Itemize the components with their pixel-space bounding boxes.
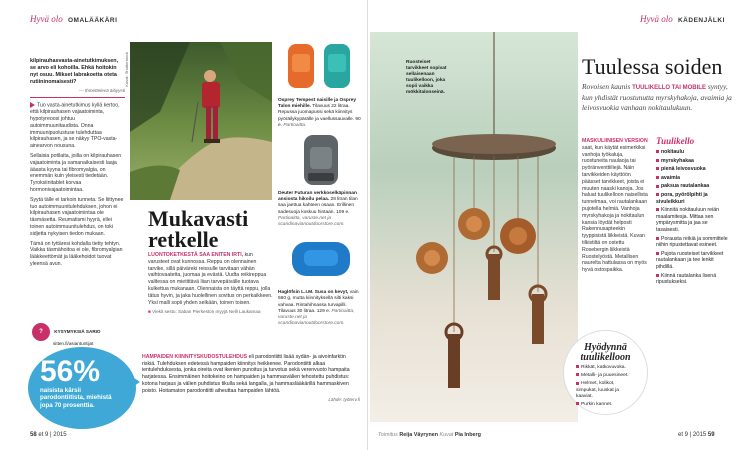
instruction-step: Porausta reikiä ja sommittele niihin ripustettavat esineet.	[656, 235, 728, 249]
qa-answer-1: Tuo vasta-ainetutkimus kyllä kertoo, että kilpirauhasen vajaatoiminta, hypotyreoosi johtuu autoimmuunitaudista. Onna immuunipuolustuse tulehduttaa kilpirauhasen, ja se näkyy TPO-vasta-ainearvon nousuna.	[30, 102, 120, 150]
backpack-column	[278, 40, 364, 327]
author-credit: Toimitus Reija Väyrynen Kuvat Pia Inberg	[378, 432, 481, 438]
qa-answer-3: Syytä tälle ei tarkoin tunneta. Se liittynee tuo autoimmuunitulehduksen, johon ei kilpirauhasen vajaatoimintaa ole täsmäsetta. Reumatismi hyyrä, ellei toinen autoimmuunitulehdus, on toki sidjetta nykyisen tiedon mukaan.	[30, 196, 124, 237]
materials-heading: Tuulikello	[656, 136, 695, 146]
wind-chime-photo	[370, 32, 578, 422]
masthead-brand: Hyvä olo	[30, 14, 63, 24]
page-number-right: et 9 | 2015 59	[678, 432, 715, 438]
article-title: Tuulessa soiden	[582, 54, 723, 79]
article-headline: Mukavasti retkelle	[148, 206, 249, 252]
backpack-photo-2	[278, 133, 364, 189]
badge-pointer	[128, 374, 140, 390]
page-number-left: 58 et 9 | 2015	[30, 432, 67, 438]
left-masthead	[30, 14, 117, 24]
material-item: myrskyhakaa	[656, 158, 732, 165]
left-page	[0, 0, 368, 450]
qa-column	[30, 58, 125, 268]
masthead-section: KÄDENJÄLKI	[677, 17, 725, 24]
right-masthead	[640, 14, 725, 24]
tip-item: Metalli- ja puuesineet.	[576, 373, 635, 379]
questions-box: ? KYSYMYKSIÄ SARIO sitten.fi/asiantuntijat	[32, 323, 112, 347]
right-article-body: MASKULIINISEN VERSION saat, kun käytät esimerkiksi vanhoja työkaluja, ruostuneita naulaoja tai pyöränventtiiliejä. Näin tarvikkeiden käyttöön päässet tarvikkeet, joista ei muuten naaski kanoja. Jos haluat tuulikelloon naisellista tunnelmaa, voi rautalankaan pujotella helmiä. Vanhoja myrskyhakoja ja nokitaulun kansia löydät helposti Rakennusapteekin tyyppisistä liikkeistä. Kuvan tilkistiltä on ostettu Rosebergin liikkeistä Ruostelyöstä. Metallisen naurelta hattulassa on myös hyvä ostospaikka.	[582, 138, 648, 274]
source-note: Lähde: työterv.fi	[328, 397, 360, 403]
backpack-caption-3: Haglöfsin L.I.M. Susa on kevyt, vain 660 g, mutta kiinnityksellä silti kaksi vahvaa. Rintahihnassa turvapilli. Tilavuus 30 litraa. 129 e. Partioaitta, varuste.net ja scandinavianoutdoorstore.com.	[278, 290, 359, 327]
article-body: LUONTOKETKESTÄ SAA ENITEN IRTI, kun varusteet ovat kunnossa. Reppu on olennainen tarvike, sillä päiväreki reissulle tarvitaan vähän vaihtovaatetta, juomaa ja evästä. Uudta reikireppua valitessa on mietittävä liian tarvepäivälle tuotava kulkettua mukanaan. Olennaista on täyttä reppu, jolla tätus hyvin, ja jaka huolellinen sovitus on perkaikkeen. Yksi malli sopii yhden selkään, toinen toisen. ■ Viekit sesto: Saban Pierkeston myyjä Nelli Laukamaa	[148, 252, 273, 315]
tip-item: Helmet, kolikot, simpukat, luuskat ja kaaviat.	[576, 381, 619, 399]
tips-title: Hyödynnä tuulikelloon	[580, 342, 631, 363]
backpack-caption-1: Osprey Tempest naisille ja Osprey Talon miehille. Tilavuus 22 litraa. Repussa juomapussi sekä kiinnitys pyöräilykypärälle ja vaellussauvalle. 90 e. Partioaitta.	[278, 98, 361, 128]
material-item: pienä leivosvuoka	[656, 166, 732, 173]
article-deck: Rovoisen kaunis TUULIKELLO TAI MOBILE syntyy, kun yhdistät ruostunutta myrskyhakoja, avaimia ja leivosvuokia vanhaan nokitaulukuun.	[582, 82, 732, 112]
qa-question: kilpirauhasvasta-ainetutkimuksen, se arvo eli kohoilla. Ehkä hoitokin nyt osuu. Mikset labrakoetta oteta rutiininomaisesti?	[30, 58, 119, 85]
backpack-grey-icon	[278, 133, 364, 189]
wind-chime-illustration	[370, 32, 578, 422]
materials-list	[656, 136, 732, 288]
photo-caption: Ruosteiset tarvikkeet sopivat sellaisenaan tuulikelloon, joka sopii vaikka mökkitalonseinä.	[406, 60, 447, 95]
masthead-section: OMALÄÄKÄRI	[67, 17, 118, 24]
backpack-caption-2: Deuter Futuran verkkoselkäpinnan ansiosta hikoilu pelaa. 28 litran tilan saa jaettua kahteen osaan. Erillinen sadesuoja koskuu hintaan. 109 e. Partioaitta, varuste.net ja scandinavianoutdoorstore.com.	[278, 191, 358, 228]
masthead-brand: Hyvä olo	[640, 14, 673, 24]
stat-number: 56%	[40, 355, 101, 388]
qa-answer-4: Tämä on tyttäresi kohdalla tietty tehtyn. Vaikka täsmähoitoa ei ole, fibromyalgian lääkkeettömät ja lääkehoidot tuovat yleensä avun.	[30, 240, 123, 267]
tips-badge	[563, 330, 648, 415]
instruction-step: Kiinnitä nokitauluun reiän maalamitesja. Mittaa sen ympärysmitta ja jaa se tasaisesti.	[656, 207, 719, 233]
instruction-step: Pujota ruosteiset tarvikkeet rautalankaan ja tee lenkit pihdillä.	[656, 250, 724, 270]
arrow-icon	[30, 102, 35, 108]
tip-item: Purkin kannet.	[576, 402, 635, 408]
materials-items	[656, 149, 732, 286]
divider	[30, 97, 125, 98]
material-item: pora, pyörölpihti ja sivuleikkuri	[656, 191, 708, 205]
photo-credit-vertical: Kuvat: Shutterstock	[124, 52, 129, 87]
qa-signature: — Ihmettelevä äitiyysti	[79, 88, 125, 93]
hiker-photo	[130, 42, 272, 200]
question-icon: ?	[32, 323, 50, 341]
tip-item: Rikkät, katkovuvoka.	[576, 365, 635, 371]
qa-answer-2: Sellaisia potilaita, joilla on kilpirauhasen vajaatoiminta ja samanaikaisesti laaja ääasta kyyna tai fibromyalgia, on enemmän kuin yleisesti tiedetään. Tyroksiinitablet korvaa hormonivajaatoimintaa.	[30, 152, 122, 193]
stat-text: naisista kärsii parodontiitista, miehistä jopa 70 prosenttia.	[40, 387, 112, 409]
backpack-orange-icon	[278, 40, 364, 96]
parodontitis-article: HAMPAIDEN KIINNITYSKUDOSTULEHDUS eli parodontiitti lisää sydän- ja aivoinfarktin riskiä. Tulehduksen edetessä hampaiden kiinnitys heikkenee. Parodontiitti alkaa ientulehduksesta, jonka oireita ovat ikenien punoitus ja turvotus sekä verenvuoto hampaita harjatessa. Ensimmäinen hoitokeino on hampaiden ja hammasvälien tehostettu puhdistus: kotona harjaus ja välien puhdistus tikulla sekä langalla, ja hammaslääkärillä hammaskiven poisto. Hoitamaton parodontiitti aiheuttaa hampaiden lähtöä. Lähde: työterv.fi	[142, 354, 360, 403]
stat-badge	[28, 347, 136, 429]
material-item: paksua rautalankaa	[656, 183, 732, 190]
material-item: nokitaulu	[656, 149, 732, 156]
instruction-step: Kiinnä rautalanka lisenä ripustukseksi.	[656, 272, 717, 286]
photo-credit: ■ Viekit sesto: Saban Pierkeston myyjä Nelli Laukamaa	[148, 309, 261, 315]
hiker-illustration	[130, 42, 272, 200]
backpack-photo-3	[278, 232, 364, 288]
backpack-photo-1	[278, 40, 364, 96]
backpack-blue-icon	[278, 232, 364, 288]
material-item: avaimia	[656, 175, 732, 182]
